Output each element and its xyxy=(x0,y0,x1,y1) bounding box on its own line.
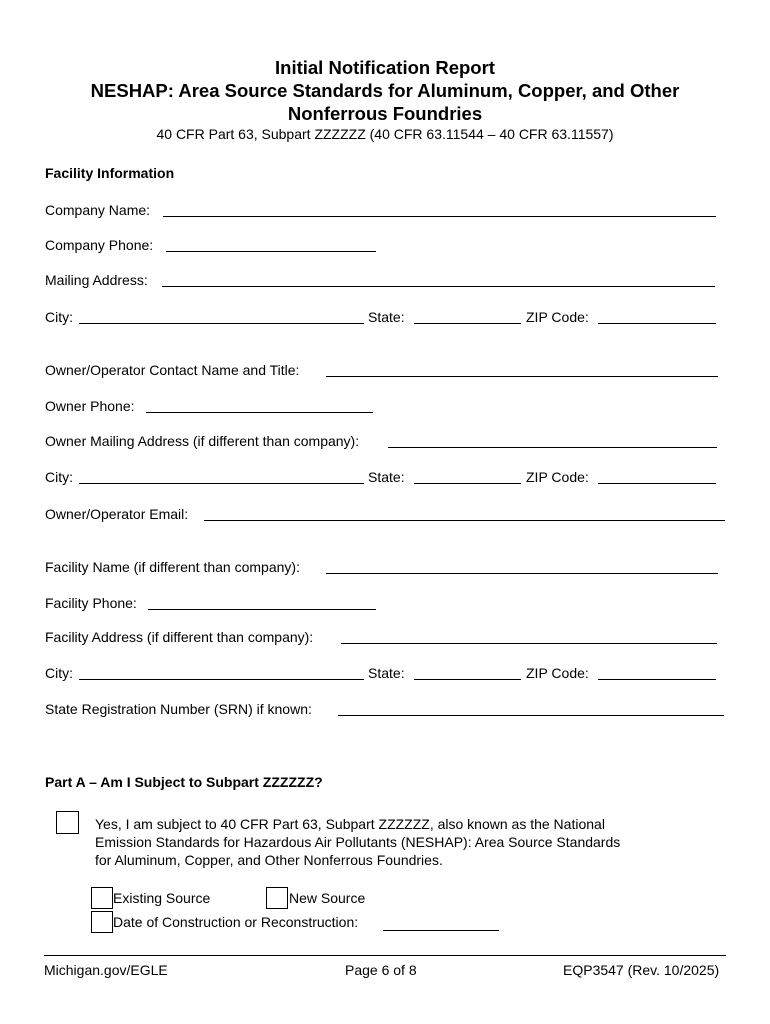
owner-city-label: City: xyxy=(45,469,73,485)
footer-website: Michigan.gov/EGLE xyxy=(44,962,168,978)
form-title-line2: NESHAP: Area Source Standards for Aluminum, Copper, and Other xyxy=(90,80,680,101)
form-subtitle: 40 CFR Part 63, Subpart ZZZZZZ (40 CFR 63.11544 – 40 CFR 63.11557) xyxy=(156,126,614,142)
facility-phone-field[interactable] xyxy=(148,595,376,610)
owner-mailing-label: Owner Mailing Address (if different than company): xyxy=(45,433,360,449)
facility-state-label: State: xyxy=(368,665,405,681)
company-phone-label: Company Phone: xyxy=(45,237,154,253)
subject-yes-line1: Yes, I am subject to 40 CFR Part 63, Subpart ZZZZZZ, also known as the National xyxy=(95,816,605,832)
form-title-line3: Nonferrous Foundries xyxy=(287,103,483,124)
owner-city-field[interactable] xyxy=(79,469,364,484)
facility-name-field[interactable] xyxy=(326,559,718,574)
state-field[interactable] xyxy=(414,309,521,324)
facility-zip-field[interactable] xyxy=(598,665,716,680)
footer-divider xyxy=(44,955,726,956)
facility-name-label: Facility Name (if different than company): xyxy=(45,559,300,575)
owner-email-label: Owner/Operator Email: xyxy=(45,506,189,522)
subject-yes-text xyxy=(95,815,620,869)
mailing-address-field[interactable] xyxy=(162,272,715,287)
company-name-field[interactable] xyxy=(163,202,716,217)
owner-contact-label: Owner/Operator Contact Name and Title: xyxy=(45,362,300,378)
company-name-label: Company Name: xyxy=(45,202,151,218)
srn-label: State Registration Number (SRN) if known: xyxy=(45,701,312,717)
zip-label: ZIP Code: xyxy=(526,309,589,325)
form-title: Initial Notification Report xyxy=(275,57,495,78)
facility-state-field[interactable] xyxy=(414,665,521,680)
owner-phone-label: Owner Phone: xyxy=(45,398,135,414)
new-source-label: New Source xyxy=(289,890,366,906)
part-a-heading: Part A – Am I Subject to Subpart ZZZZZZ? xyxy=(45,774,323,790)
owner-state-label: State: xyxy=(368,469,405,485)
owner-contact-field[interactable] xyxy=(326,362,718,377)
city-field[interactable] xyxy=(79,309,364,324)
subject-yes-line2: Emission Standards for Hazardous Air Pollutants (NESHAP): Area Source Standards xyxy=(95,834,621,850)
new-source-checkbox[interactable] xyxy=(266,887,288,909)
facility-address-label: Facility Address (if different than company): xyxy=(45,629,314,645)
owner-mailing-field[interactable] xyxy=(388,433,717,448)
owner-email-field[interactable] xyxy=(204,506,725,521)
owner-zip-field[interactable] xyxy=(598,469,716,484)
date-construction-checkbox[interactable] xyxy=(91,911,113,933)
subject-yes-checkbox[interactable] xyxy=(56,811,79,834)
subject-yes-line3: for Aluminum, Copper, and Other Nonferrous Foundries. xyxy=(95,852,443,868)
existing-source-checkbox[interactable] xyxy=(91,887,113,909)
footer-page-number: Page 6 of 8 xyxy=(345,962,417,978)
state-label: State: xyxy=(368,309,405,325)
date-construction-label: Date of Construction or Reconstruction: xyxy=(113,914,359,930)
footer-form-number: EQP3547 (Rev. 10/2025) xyxy=(563,962,720,978)
owner-phone-field[interactable] xyxy=(146,398,373,413)
facility-zip-label: ZIP Code: xyxy=(526,665,589,681)
city-label: City: xyxy=(45,309,73,325)
mailing-address-label: Mailing Address: xyxy=(45,272,148,288)
company-phone-field[interactable] xyxy=(166,237,376,252)
date-construction-field[interactable] xyxy=(383,916,499,931)
zip-field[interactable] xyxy=(598,309,716,324)
existing-source-label: Existing Source xyxy=(113,890,211,906)
facility-city-field[interactable] xyxy=(79,665,364,680)
srn-field[interactable] xyxy=(338,701,724,716)
facility-info-heading: Facility Information xyxy=(45,165,175,181)
owner-zip-label: ZIP Code: xyxy=(526,469,589,485)
facility-phone-label: Facility Phone: xyxy=(45,595,137,611)
facility-address-field[interactable] xyxy=(341,629,717,644)
owner-state-field[interactable] xyxy=(414,469,521,484)
facility-city-label: City: xyxy=(45,665,73,681)
